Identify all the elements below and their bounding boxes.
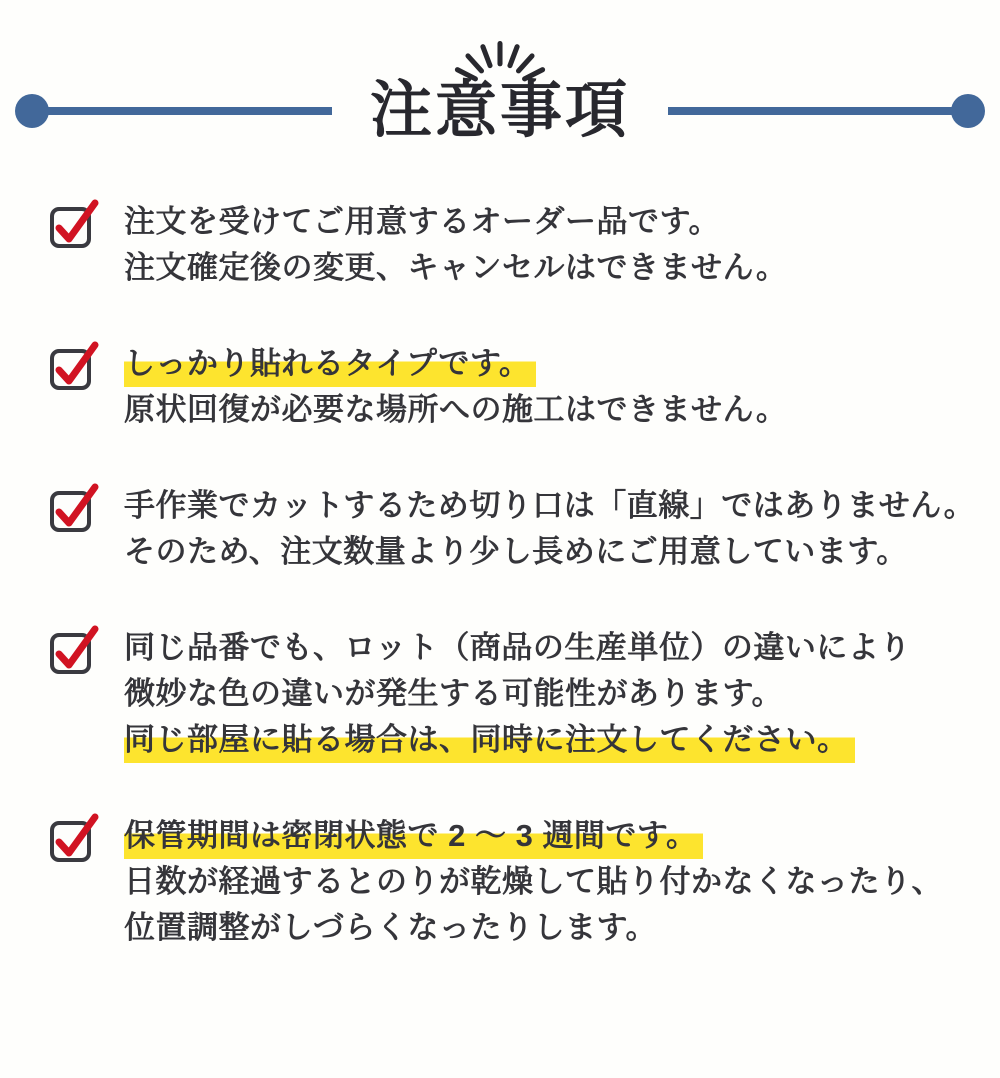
notice-page xyxy=(0,78,1000,1078)
checklist-item xyxy=(48,199,960,291)
item-line-highlighted: 同じ部屋に貼る場合は、同時に注文してください。 xyxy=(124,717,855,763)
red-checkmark-checkbox-icon xyxy=(48,623,102,677)
red-checkmark-checkbox-icon xyxy=(48,339,102,393)
item-line: 注文確定後の変更、キャンセルはできません。 xyxy=(124,250,788,286)
item-line-highlighted: しっかり貼れるタイプです。 xyxy=(124,341,536,387)
left-rule xyxy=(45,107,332,115)
checklist-item xyxy=(48,625,960,763)
red-checkmark-checkbox-icon xyxy=(48,197,102,251)
burst-lines-icon xyxy=(405,4,595,96)
title-banner xyxy=(0,78,1000,143)
page-title: 注意事項 xyxy=(370,76,631,145)
item-line: 注文を受けてご用意するオーダー品です。 xyxy=(124,204,721,240)
checklist-item xyxy=(48,813,960,951)
item-line: 日数が経過するとのりが乾燥して貼り付かなくなったり、 xyxy=(124,864,943,900)
item-line: 同じ品番でも、ロット（商品の生産単位）の違いにより xyxy=(124,630,911,666)
title-wrap xyxy=(370,78,630,143)
item-text xyxy=(124,199,787,291)
red-checkmark-checkbox-icon xyxy=(48,811,102,865)
item-line: 手作業でカットするため切り口は「直線」ではありません。 xyxy=(124,488,976,524)
checklist-item xyxy=(48,341,960,433)
item-text xyxy=(124,341,787,433)
item-line: 微妙な色の違いが発生する可能性があります。 xyxy=(124,676,784,712)
left-dot xyxy=(15,94,49,128)
item-text xyxy=(124,813,943,951)
item-line: 原状回復が必要な場所への施工はできません。 xyxy=(124,392,788,428)
item-line-highlighted: 保管期間は密閉状態で 2 〜 3 週間です。 xyxy=(124,813,703,859)
item-text xyxy=(124,483,976,575)
item-line: 位置調整がしづらくなったりします。 xyxy=(124,910,658,946)
item-line: そのため、注文数量より少し長めにご用意しています。 xyxy=(124,534,908,570)
checklist-item xyxy=(48,483,976,575)
right-rule xyxy=(668,107,955,115)
red-checkmark-checkbox-icon xyxy=(48,481,102,535)
item-text xyxy=(124,625,911,763)
right-dot xyxy=(951,94,985,128)
precautions-list xyxy=(0,199,1000,951)
